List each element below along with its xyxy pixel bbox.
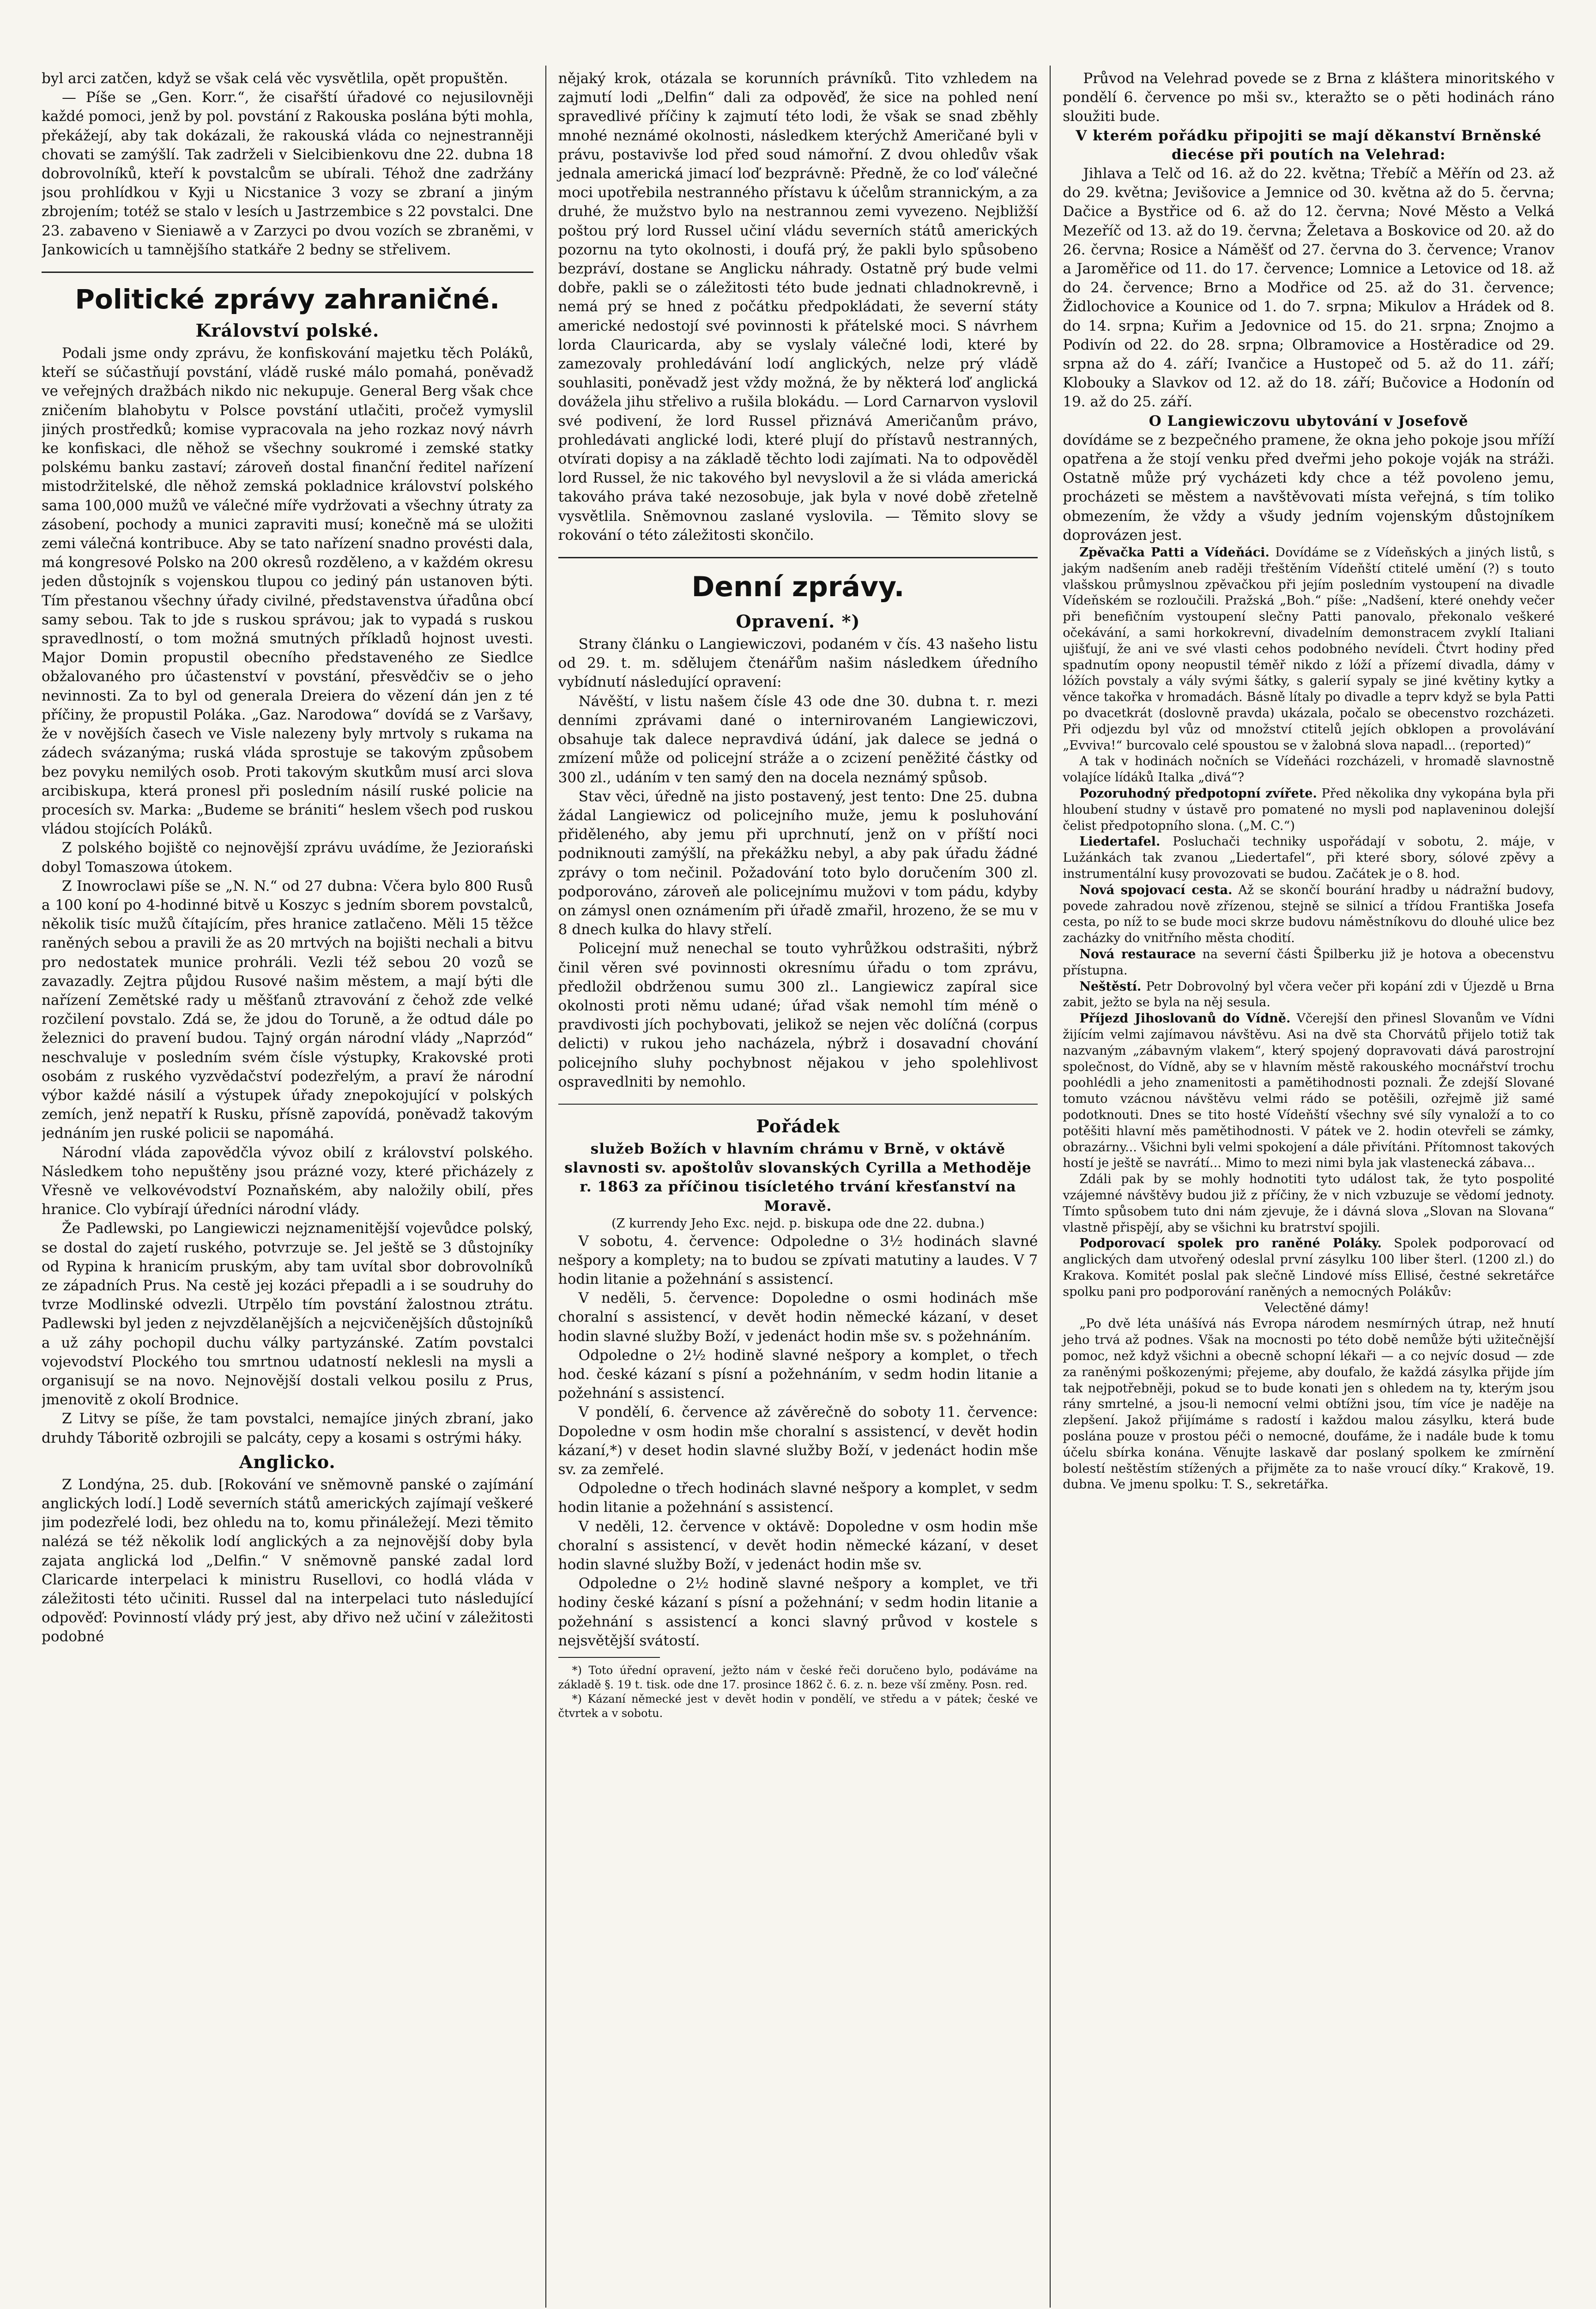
article-text: V pondělí, 6. července až závěrečně do soboty 11. července: Dopoledne v osm hodin mše choralní s assistencí, v devět hodin kázaní,*) v deset hodin slavné služby Boží, v jedenáct hodin mše sv. za zemřelé.	[558, 1404, 1038, 1478]
order-reference: (Z kurrendy Jeho Exc. nejd. p. biskupa ode dne 22. dubna.)	[611, 1216, 985, 1231]
column-1	[42, 69, 545, 2308]
article-text: Včerejší den přinesl Slovanům ve Vídni žijícím velmi zajímavou návštěvu. Asi na dvě sta Chorvátů přijelo totiž tak nazvaným „zábavným vlakem“, který spojený dopravovati dává parostrojní společnost, do Vídně, aby se v hlavním městě rakouského mocnářství trochu poohlédli a jeho znamenitosti a pamětihodnosti poznali. Že zdejší Slované tomuto vzácnou návštěvu velmi rádo se potěšili, ozřejmě již samé podotknouti. Dnes se tito hosté Vídeňští všechny své síly vynaloží a to co potěšiti hlavní měs pamětihodnosti. V pátek ve 2. hodin otevřeli se zámky, obrazárny... Všichni byli velmi spokojení a dále přivítáni. Přítomnost takových hostí je ještě se navrátí... Mimo to mezi nimi byla jak vlastenecká zábava...	[1063, 1011, 1554, 1171]
column-3	[1051, 69, 1554, 2308]
article-text: dovídáme se z bezpečného pramene, že okna jeho pokoje jsou mříží opatřena a že stojí venku před dveřmi jeho pokoje voják na stráži. Ostatně může prý vycházeti kdy chce a též povoleno jemu, procházeti se městem a navštěvovati místa veřejná, s tím toliko obmezením, že vždy a všudy jedním vojenským důstojníkem doprovázen jest.	[1063, 431, 1554, 544]
footnote: *) Toto úřední opravení, ježto nám v české řeči doručeno bylo, podáváme na základě §. 19 t. tisk. ode dne 17. prosince 1862 č. 6. z. n. beze vší změny. Posn. red.	[558, 1664, 1038, 1692]
heading-connection: Nová spojovací cesta.	[1079, 882, 1233, 897]
article-text: Posluchači techniky uspořádají v sobotu, 2. máje, v Lužánkách tak zvanou „Liedertafel“, při které sbory, sólové zpěvy a instrumentální kusy provozovati se budou. Začátek je o 8. hod.	[1063, 834, 1554, 882]
column-2	[546, 69, 1050, 2308]
section-divider	[558, 1104, 1038, 1105]
heading-langiewicz: O Langiewiczovu ubytování v Josefově	[1149, 412, 1469, 429]
article-text: Stav věci, úředně na jisto postavený, jest tento: Dne 25. dubna žádal Langiewicz od policejního muže, jemu k posluhování přiděleného, aby jemu při uprchnutí, jenž on v příští noci podniknouti zamýšlí, na překážku nebyl, a aby pak úřadu žádné zprávy o tom nečinil. Požadování toto bylo doručením 300 zl. podporováno, zároveň ale policejnímu mužovi v tom pádu, kdyby on zámysl onen oznámením při úřadě zmařil, hrozeno, že se mu v 8 dnech kulka do hlavy střelí.	[558, 788, 1038, 938]
article-text: Zdáli pak by se mohly hodnotiti tyto událost tak, že tyto pospolité vzájemné návštěvy budou již z příčiny, že v nich vzbuzuje se vědomí jednoty. Tímto spůsobem tuto dni nám zjevuje, že i dávná slova „Slovan na Slovana“ vlastně přispějí, aby se všichni ku bratrství spojili.	[1063, 1172, 1554, 1235]
article-text: byl arci zatčen, když se však celá věc vysvětlila, opět propuštěn.	[42, 70, 508, 87]
heading-restaurant: Nová restaurace	[1079, 947, 1196, 961]
article-text: Národní vláda zapovědčla vývoz obilí z království polského. Následkem toho nepuštěny jsou prázné vozy, které přicházely z Vřesně ve velkovévodství Poznaňském, aby naložily obilí, přes hranice. Clo vybírají úředníci národní vlády.	[42, 1144, 533, 1218]
heading-kingdom-poland: Království polské.	[195, 320, 380, 341]
heading-animals: Pozoruhodný předpotopní zvířete.	[1079, 786, 1317, 801]
article-text: V sobotu, 4. července: Odpoledne o 3½ hodinách slavné nešpory a komplety; na to budou se zpívati matutiny a laudes. V 7 hodin litanie a požehnání s assistencí.	[558, 1233, 1038, 1287]
news-block	[1063, 545, 1554, 1493]
article-text: Že Padlewski, po Langiewiczi nejznamenitější vojevůdce polský, se dostal do zajetí ruského, potvrzuje se. Jel ještě se 3 důstojníky od Rypina k hranicím pruským, aby tam uvítal sbor dobrovolníků ze západních Prus. Na cestě jej kozáci přepadli a i se soudruhy do tvrze Modlinské odvezli. Utrpělo tím povstání žalostnou ztrátu. Padlewski byl jeden z nejvzdělanějších a nejcvičenějších důstojníků a už záhy pochopil duchu války partyzánské. Zatím povstalci vojevodství Plockého tou smrtnou udatností neklesli na mysli a organisují se na novo. Nejnovější dostali velkou posilu z Prus, jmenovitě z okolí Brodnice.	[42, 1220, 533, 1408]
article-text: Návěští, v listu našem čísle 43 ode dne 30. dubna t. r. mezi denními zprávami dané o internirovaném Langiewiczovi, obsahuje tak dalece nepravdivá údání, jak dalece se jedná o zmízení může od policejní stráže a o zcizení peněžité částky od 300 zl., udáním v ten samý den na docela neznámý spůsob.	[558, 693, 1038, 786]
heading-accident: Neštěstí.	[1079, 979, 1142, 994]
heading-liedertafel: Liedertafel.	[1079, 834, 1161, 849]
heading-support-society: Podporovací spolek pro raněné Poláky.	[1079, 1236, 1382, 1251]
article-text: Odpoledne o třech hodinách slavné nešpory a komplet, v sedm hodin litanie a požehnání s assistencí.	[558, 1480, 1038, 1516]
article-text: Spolek podporovací od anglických dam utvořený odeslal první zásylku 100 liber šterl. (1200 zl.) do Krakova. Komitét poslal pak slečně Lindové míss Ellisé, čestné sekretářce spolku pani pro podporování raněných a nemocných Polákův:	[1063, 1236, 1554, 1299]
article-text: Jihlava a Telč od 16. až do 22. května; Třebíč a Měřín od 23. až do 29. května; Jevišovice a Jemnice od 30. května až do 5. června; Dačice a Bystřice od 6. až do 12. června; Nové Město a Velká Mezeříč od 13. až do 19. června; Želetava a Boskovice od 20. až do 26. června; Rosice a Náměšť od 27. června do 3. července; Vranov a Jaroměřice od 11. do 17. července; Lomnice a Letovice od 18. až do 24. července; Brno a Modřice od 25. až do 31. července; Židlochovice a Kounice od 1. do 7. srpna; Mikulov a Hrádek od 8. do 14. srpna; Kuřim a Jedovnice od 15. do 21. srpna; Znojmo a Podivín od 22. do 28. srpna; Olbramovice a Hostěradice od 29. srpna až do 4. září; Ivančice a Hustopeč od 5. až do 11. září; Klobouky a Slavkov od 12. až do 18. září; Bučovice a Hodonín od 19. až do 25. září.	[1063, 165, 1554, 411]
article-text: Z Londýna, 25. dub. [Rokování ve sněmovně panské o zajímání anglických lodí.] Lodě severních států amerických zajímají veškeré jim podezřelé lodi, bez ohledu na to, komu přináležejí. Mezi těmito nalézá se též několik lodí anglických a za nejnovější doby byla zajata anglická lod „Delfin.“ V sněmovně panské zadal lord Claricarde interpelaci k ministru Rusellovi, co hodlá vláda v záležitosti této učiniti. Russel dal na interpelaci tuto následující odpověď: Povinností vlády prý jest, aby dřivo než učiní v záležitosti podobné	[42, 1476, 533, 1645]
article-text: A tak v hodinách nočních se Vídeňáci rozcházeli, v hromadě slavnostně volajíce lídáků Italka „divá“?	[1063, 754, 1554, 785]
article-text: na severní části Špilberku již je hotova a obecenstvu přístupna.	[1063, 947, 1554, 978]
article-text: Odpoledne o 2½ hodině slavné nešpory a komplet, o třech hod. české kázaní s písní a požehnáním, v sedm hodin litanie a požehnání s assistencí.	[558, 1347, 1038, 1402]
article-text: Strany článku o Langiewiczovi, podaném v čís. 43 našeho listu od 29. t. m. sdělujem čtenářům našim následkem úředního vybídnutí následující opravení:	[558, 636, 1038, 691]
article-text: nějaký krok, otázala se korunních právníků. Tito vzhledem na zajmutí lodi „Delfin“ dali za odpověď, že sice na pohled není spravedlivé příčiny k zajmutí této lodi, že však se snad zběhly mnohé neznámé okolnosti, následkem kterýchž Američané byli v právu, postavivše lod před soud námořní. Z dvou ohledův však jednala americká jimací loď bezprávně: Předně, že co loď válečné moci upotřebila nestranného přístavu k účelům strannickým, a za druhé, že mužstvo bylo na nestrannou zemi vyvezeno. Nejbližší poštou prý lord Russel učiní vládu severních států amerických pozornu na tyto okolnosti, i doufá prý, že pakli bylo spůsobeno bezpráví, dostane se Anglicku náhrady. Ostatně prý bude velmi dobře, pakli se o záležitosti této bude jednati chladnokrevně, i nemá prý se hned z počátku předpokládati, že severní státy americké nedostojí své povinnosti k přátelské moci. S návrhem lorda Clauricarda, aby se vyslaly válečné lodi, které by zamezovaly prohledávání lodí anglických, nelze prý vládě souhlasiti, poněvadž jest vždy možná, že by některá loď anglická dovážela jihu střelivo a rušila blokádu. — Lord Carnarvon vyslovil své podivení, že lord Russel přiznává Američanům právo, prohledávati anglické lodi, které plují do přístavů nestranných, otvírati dopisy a na základě těchto lodi zajímati. Na to odpověděl lord Russel, že nic takového byl nevyslovil a že si vláda americká takováho práva také nezosobuje, jak byla v nové době zřetelně vysvětlila. Sněmovnou zaslané vyslovila. — Těmito slovy se rokování o této záležitosti skončilo.	[558, 70, 1038, 544]
heading-patti: Zpěvačka Patti a Vídeňáci.	[1079, 545, 1270, 560]
section-title-daily-news: Denní zprávy.	[691, 571, 905, 604]
article-text: Před několika dny vykopána byla při hloubení studny v ústavě pro pomatené no mysli pod naplaveninou dolejší čelist předpotopního slona. („M. C.“)	[1063, 786, 1554, 833]
article-text: Z Inowroclawi píše se „N. N.“ od 27 dubna: Včera bylo 800 Rusů a 100 koní po 4-hodinné bitvě u Koszyc s jedním sborem povstalců, několik tisíc mužů čítajícím, přes hranice zatlačeno. Měli 15 těžce raněných sebou a pravili že as 20 mrtvých na bojišti nechali a bitvu pro nedostatek munice prohráli. Vezli též sebou 20 vozů se zavazadly. Zejtra půjdou Rusové našim městem, a mají býti dle nařízení Zemětské rady u měšťanů ztravování z čehož zde velké rozčilení povstalo. Zdá se, že jdou do Toruně, a že odtud dále po železnici do pravení budou. Tajný orgán národní vlády „Naprzód“ neschvaluje v posledním svém čísle výstupky, Krakovské proti osobám z ruského vyzvědačství podezřelým, a praví že národní výbor každé násilí a výstupek úřady znepokojující v polských zemích, jenž nepatří k Rusku, přísně zapovídá, poněvadž takovým jednáním jen ruské policii se napomáhá.	[42, 877, 533, 1142]
article-text: Z Litvy se píše, že tam povstalci, nemajíce jiných zbraní, jako druhdy Táboritě ozbrojili se palcáty, cepy a kosami s ostrými háky.	[42, 1410, 533, 1446]
article-text: „Po dvě léta unášívá nás Evropa národem nesmírných útrap, než hnutí jeho trvá až podnes. Však na mocnosti po této době nemůže býti užitečnější pomoc, než když všichni a obecně schopní lékaři — a co nejvíc dosud — zde za raněnými poškozenými; přejeme, aby doufalo, že každá zásylka přijde jím tak nejpotřebněji, pokud se to bude konati jen s ohledem na ty, kterým jsou rány smrtelné, a jsou-li nemocní velmi obtížni jsou, tím více je naděje na zlepšení. Jakož přijímáme s radostí i každou malou zásylku, která bude poslána pouze v prostou péči o nemocné, doufáme, že i nadále bude k tomu účelu sbírka konána. Věnujte laskavě dar poslaný spolkem ke zmírnění bolestí neštěstím stížených a přijměte za to naše vroucí díky.“ Krakově, 19. dubna. Ve jmenu spolku: T. S., sekretářka.	[1063, 1317, 1554, 1492]
article-text: V neděli, 5. července: Dopoledne o osmi hodinách mše choralní s assistencí, v devět hodin německé kázaní, v deset hodin slavné služby Boží, v jedenáct hodin mše sv. s požehnáním.	[558, 1290, 1038, 1345]
section-divider	[558, 557, 1038, 558]
heading-visit-order: V kterém pořádku připojiti se mají děkanství Brněnské diecése při poutích na Velehrad:	[1076, 127, 1542, 163]
article-text: Dovídáme se z Vídeňských a jiných listů, s jakým nadšením aneb raději třeštěním Vídeňští ctitelé umění (?) s touto vlašskou průmyslnou zpěvačkou při jejím posledním vystoupení na divadle Vídeňském se rozloučili. Pražská „Boh.“ píše: „Nadšení, které onehdy večer při benefičním vystoupení slečny Patti panovalo, překonalo veškeré očekávání, a sami horkokrevní, divadelním demonstracem zvyklí Italiani ujišťují, že ani ve své vlasti cehos podobného nevídeli. Čtvrt hodiny před spadnutím opony neopustil téměř nikdo z lóží a přízemí divadla, dámy v lóžích povstaly a vály svými šátky, s galerií sypaly se jiné květiny kytky a věnce takořka v hromadách. Básně lítaly po divadle a teprv když se byla Patti po dvacetkrát (doslovně pravda) ukázala, počalo se obecenstvo rozcházeti. Při odjezdu byl vůz od množství ctitelů jejích obklopen a provolávání „Evviva!“ burcovalo celé spoustou se v žalobná slova napadl... (reported)“	[1063, 545, 1554, 753]
article-text: Petr Dobrovolný byl včera večer při kopání zdi v Újezdě u Brna zabit, ježto se byla na něj sesula.	[1063, 979, 1554, 1010]
article-text: Policejní muž nenechal se touto vyhrůžkou odstrašiti, nýbrž činil věren své povinnosti okresnímu úřadu o tom zprávu, předložil obdrženou sumu 300 zl.. Langiewicz zapíral sice okolnosti proti němu udané; úřad však nemohl tím méně o pravdivosti jích pochybovati, jelikož se nejen věc dolíčná (corpus delicti) v rukou jeho nacházela, nýbrž i dosavadní chování policejního sluhy pochybnost nějakou v jeho spolehlivost ospravedlniti by nemohlo.	[558, 940, 1038, 1090]
article-text: Podali jsme ondy zprávu, že konfiskování majetku těch Poláků, kteří se súčastňují povstání, vládě ruské málo pomahá, poněvadž ve veřejných dražbách nikdo nic nekupuje. General Berg však chce zničením blahobytu v Polsce povstání utlačiti, pročež vymyslil jiných prostředků; komise vypracovala na jeho rozkaz nový návrh ke konfiskaci, dle něhož se všechny soukromé i zemské statky polskému banku zastaví; zároveň dostal finanční ředitel nařízení mistodržitelské, dle něhož zemská pokladnice království polského sama 100,000 mužů ve válečné míře vydržovati a všechny útraty za zásobení, pochody a munici zapraviti musí; konečně má se uložiti zemi válečná kontribuce. Aby se tato nařízení snadno provésti dala, má kongresové Polsko na 200 okresů rozděleno, a v každém okresu jeden důstojník s vojenskou tlupou co jediný pán ustanoven býti. Tím přestanou všechny úřady civilné, představenstva úřadůna obcí samy sebou. Tak to jde s ruskou správou; jak to vypadá s ruskou spravedlností, o tom možná smutných příkladů hojnost uvesti. Major Domin propustil obecního představeného ze Siedlce obžalovaného pro účastenství v povstání, přesvědčiv se o jeho nevinnosti. Za to byl od generala Dreiera do vězení dán jen z té příčiny, že propustil Poláka. „Gaz. Narodowa“ dovídá se z Varšavy, že v novějších časech ve Visle nalezeny byly mrtvoly s rukama na zádech svázanýma; ruská vláda sprostuje se takovým způsobem bez povyku nemilých osob. Proti takovým skutkům musí arci slova arcibiskupa, která pronesl při posledním násilí ruské policie na procesích sv. Marka: „Budeme se brániti“ heslem všech pod ruskou vládou stojících Poláků.	[42, 345, 533, 838]
article-text: Průvod na Velehrad povede se z Brna z kláštera minoritského v pondělí 6. července po mši sv., kteražto se o pěti hodinách ráno sloužiti bude.	[1063, 70, 1554, 125]
greeting: Velectěné dámy!	[1264, 1300, 1369, 1315]
footnote-rule	[558, 1657, 660, 1658]
footnote: *) Kázaní německé jest v devět hodin v pondělí, ve středu a v pátek; české ve čtvrtek a v sobotu.	[558, 1692, 1038, 1720]
heading-correction: Opravení. *)	[736, 611, 860, 632]
article-text: Až se skončí bourání hradby u nádražní budovy, povede zahradou nově zřízenou, stejně se silnicí a třídou Františka Josefa cesta, po níž to se bude moci skrze budovu náměstníkovu do dlouhé ulice bez zacházky do vnitřního města chodití.	[1063, 882, 1554, 946]
article-text: Z polského bojiště co nejnovější zprávu uvádíme, že Jeziorański dobyl Tomaszowa útokem.	[42, 840, 533, 876]
article-text: Odpoledne o 2½ hodině slavné nešpory a komplet, ve tři hodiny české kázaní s písní a požehnání; v sedm hodin litanie a požehnání s assistencí a konci slavný průvod v kostele s nejsvětější svátostí.	[558, 1575, 1038, 1649]
section-divider	[42, 272, 533, 273]
footnotes	[558, 1663, 1038, 1721]
article-text: V neděli, 12. července v oktávě: Dopoledne v osm hodin mše choralní s assistencí, v devět hodin německé kázaní, v deset hodin slavné služby Boží, v jedenáct hodin mše sv.	[558, 1518, 1038, 1573]
article-text: — Píše se „Gen. Korr.“, že cisařští úřadové co nejusilovněji každé pomoci, jenž by pol. povstání z Rakouska poslána býti mohla, překážejí, aby tak dokázali, že rakouská vláda co nejnestranněji chovati se zamýšlí. Tak zadrželi v Sielcibienkovu dne 22. dubna 18 dobrovolníků, kteří k povstalcům se ubírali. Téhož dne zadržány jsou prohlídkou v Kyji u Nicstanice 3 vozy se zbraní a jiným zbrojením; totéž se stalo v lesích u Jastrzembice s 22 povstalci. Dne 23. zabaveno v Sieniawě a v Zarzyci po dvou vozích se zbraněmi, v Jankowicích u tamnějšího statkáře 2 bedny se střelivem.	[42, 89, 533, 258]
heading-england: Anglicko.	[239, 1451, 336, 1472]
heading-order: Pořádek	[756, 1115, 840, 1136]
columns	[42, 69, 1554, 2308]
order-intro: služeb Božích v hlavním chrámu v Brně, v oktávě slavnosti sv. apoštolův slovanských Cyrilla a Methoděje r. 1863 za příčinou tisícletého trvání křesťanství na Moravě.	[564, 1140, 1032, 1215]
heading-south-slavs: Příjezd Jihoslovanů do Vídně.	[1079, 1011, 1291, 1026]
section-title-foreign: Politické zprávy zahraničné.	[75, 284, 500, 315]
